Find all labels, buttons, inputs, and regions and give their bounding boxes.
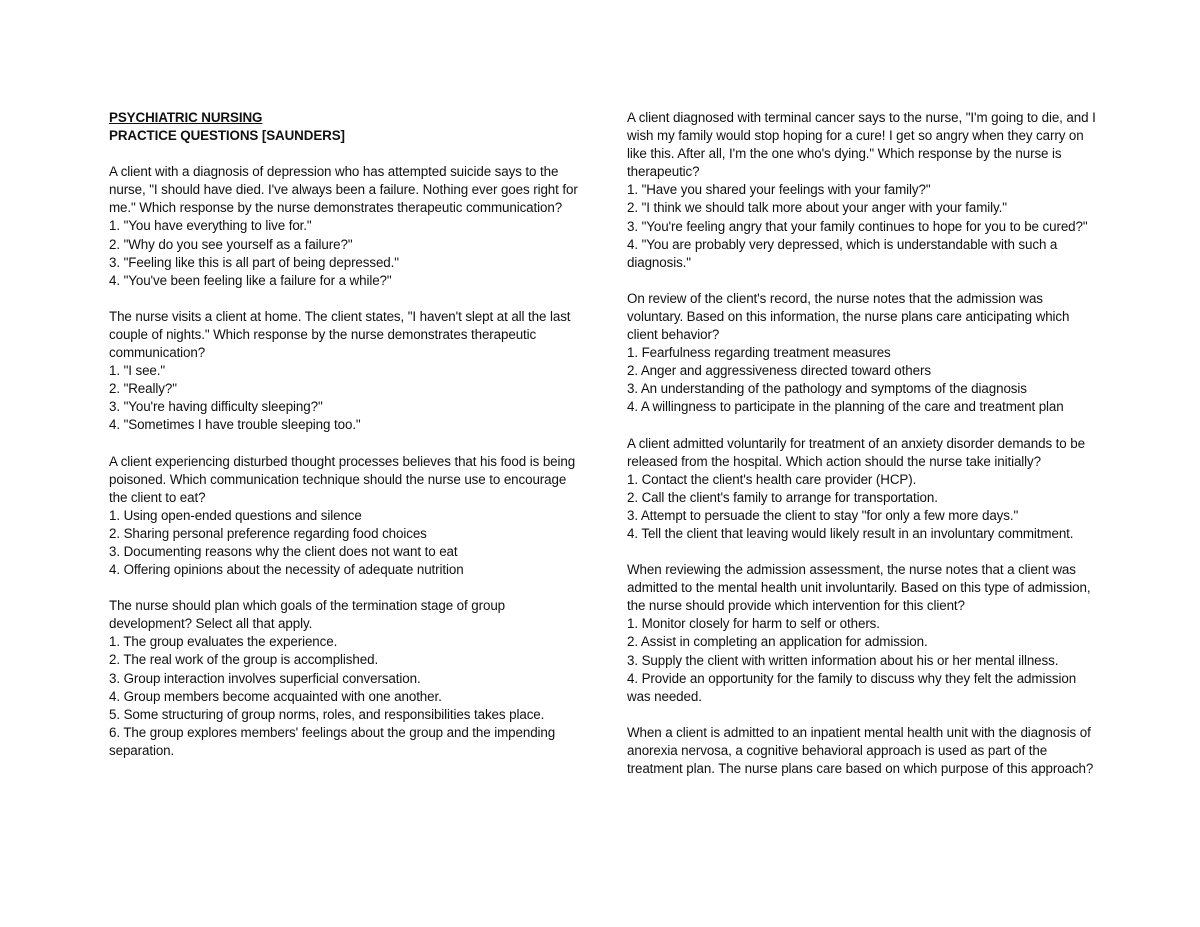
document-subtitle: PRACTICE QUESTIONS [SAUNDERS] [109, 128, 345, 144]
question-stem: When reviewing the admission assessment, the nurse notes that a client was admitted to the mental health unit involuntarily. Based on this type of admission, the nurse should provide which intervention for this client? [627, 562, 1091, 614]
question-block [627, 435, 1097, 544]
answer-options [109, 507, 581, 579]
answer-option: 2. Assist in completing an application for admission. [627, 634, 928, 650]
answer-option: 5. Some structuring of group norms, roles, and responsibilities takes place. [109, 706, 545, 722]
question-block [627, 724, 1097, 778]
left-question-list [109, 163, 581, 760]
answer-option: 4. Offering opinions about the necessity of adequate nutrition [109, 562, 464, 578]
answer-option: 4. A willingness to participate in the planning of the care and treatment plan [627, 399, 1064, 415]
question-stem: A client with a diagnosis of depression who has attempted suicide says to the nurse, "I should have died. I've always been a failure. Nothing ever goes right for me." Which response by the nurse demonstrates therapeutic communication? [109, 164, 578, 216]
answer-option: 2. "Why do you see yourself as a failure?" [109, 236, 353, 252]
answer-option: 4. Provide an opportunity for the family to discuss why they felt the admission was needed. [627, 670, 1077, 704]
question-block [627, 561, 1097, 706]
answer-option: 4. Group members become acquainted with one another. [109, 688, 442, 704]
answer-option: 1. The group evaluates the experience. [109, 634, 338, 650]
answer-option: 1. Fearfulness regarding treatment measures [627, 345, 891, 361]
answer-options [627, 471, 1097, 543]
answer-options [627, 344, 1097, 416]
answer-option: 1. Monitor closely for harm to self or others. [627, 616, 880, 632]
answer-options [109, 362, 581, 434]
answer-option: 1. "Have you shared your feelings with your family?" [627, 182, 931, 198]
answer-option: 4. "You are probably very depressed, which is understandable with such a diagnosis." [627, 236, 1058, 270]
question-block [109, 597, 581, 760]
answer-option: 3. Documenting reasons why the client does not want to eat [109, 543, 458, 559]
question-block [109, 163, 581, 290]
right-question-list [627, 109, 1097, 778]
answer-option: 1. "You have everything to live for." [109, 218, 312, 234]
answer-options [627, 181, 1097, 271]
question-stem: The nurse visits a client at home. The client states, "I haven't slept at all the last couple of nights." Which response by the nurse demonstrates therapeutic communication? [109, 308, 571, 361]
question-stem: A client experiencing disturbed thought processes believes that his food is being poisoned. Which communication technique should the nurse use to encourage the client to eat? [109, 453, 576, 505]
answer-option: 3. Supply the client with written information about his or her mental illness. [627, 652, 1059, 668]
answer-option: 3. "Feeling like this is all part of being depressed." [109, 254, 399, 270]
right-column [627, 109, 1097, 796]
question-stem: When a client is admitted to an inpatient mental health unit with the diagnosis of anorexia nervosa, a cognitive behavioral approach is used as part of the treatment plan. The nurse plans care based on which purpose of this approach? [627, 724, 1094, 776]
answer-option: 2. Anger and aggressiveness directed toward others [627, 363, 931, 379]
answer-option: 3. "You're feeling angry that your family continues to hope for you to be cured?" [627, 218, 1088, 234]
answer-option: 3. Group interaction involves superficial conversation. [109, 670, 421, 686]
question-block [627, 109, 1097, 272]
answer-option: 1. Using open-ended questions and silence [109, 507, 362, 523]
answer-options [627, 615, 1097, 705]
question-stem: A client admitted voluntarily for treatment of an anxiety disorder demands to be released from the hospital. Which action should the nurse take initially? [627, 435, 1085, 469]
answer-options [109, 217, 581, 289]
answer-option: 1. Contact the client's health care provider (HCP). [627, 471, 917, 487]
heading-spacer [109, 145, 581, 163]
question-block [627, 290, 1097, 417]
question-stem: On review of the client's record, the nurse notes that the admission was voluntary. Based on this information, the nurse plans care anticipating which client behavior? [627, 290, 1070, 343]
document-title: PSYCHIATRIC NURSING [109, 110, 263, 125]
answer-option: 4. "You've been feeling like a failure for a while?" [109, 272, 392, 288]
question-stem: A client diagnosed with terminal cancer says to the nurse, "I'm going to die, and I wish my family would stop hoping for a cure! I get so angry when they carry on like this. After all, I'm the one who's dying." Which response by the nurse is therapeutic? [627, 110, 1096, 180]
answer-options [109, 633, 581, 760]
answer-option: 2. "I think we should talk more about your anger with your family." [627, 200, 1007, 216]
answer-option: 2. Call the client's family to arrange for transportation. [627, 489, 938, 505]
answer-option: 2. The real work of the group is accomplished. [109, 652, 379, 668]
answer-option: 4. Tell the client that leaving would likely result in an involuntary commitment. [627, 525, 1074, 541]
question-stem: The nurse should plan which goals of the termination stage of group development? Select all that apply. [109, 598, 506, 632]
answer-option: 2. Sharing personal preference regarding food choices [109, 525, 427, 541]
answer-option: 3. Attempt to persuade the client to stay "for only a few more days." [627, 507, 1019, 523]
answer-option: 2. "Really?" [109, 381, 177, 397]
answer-option: 1. "I see." [109, 363, 166, 379]
left-column [109, 109, 581, 778]
answer-option: 3. "You're having difficulty sleeping?" [109, 399, 323, 415]
question-block [109, 453, 581, 580]
answer-option: 6. The group explores members' feelings about the group and the impending separation. [109, 724, 556, 758]
answer-option: 3. An understanding of the pathology and symptoms of the diagnosis [627, 381, 1027, 397]
answer-option: 4. "Sometimes I have trouble sleeping too." [109, 417, 361, 433]
question-block [109, 308, 581, 435]
